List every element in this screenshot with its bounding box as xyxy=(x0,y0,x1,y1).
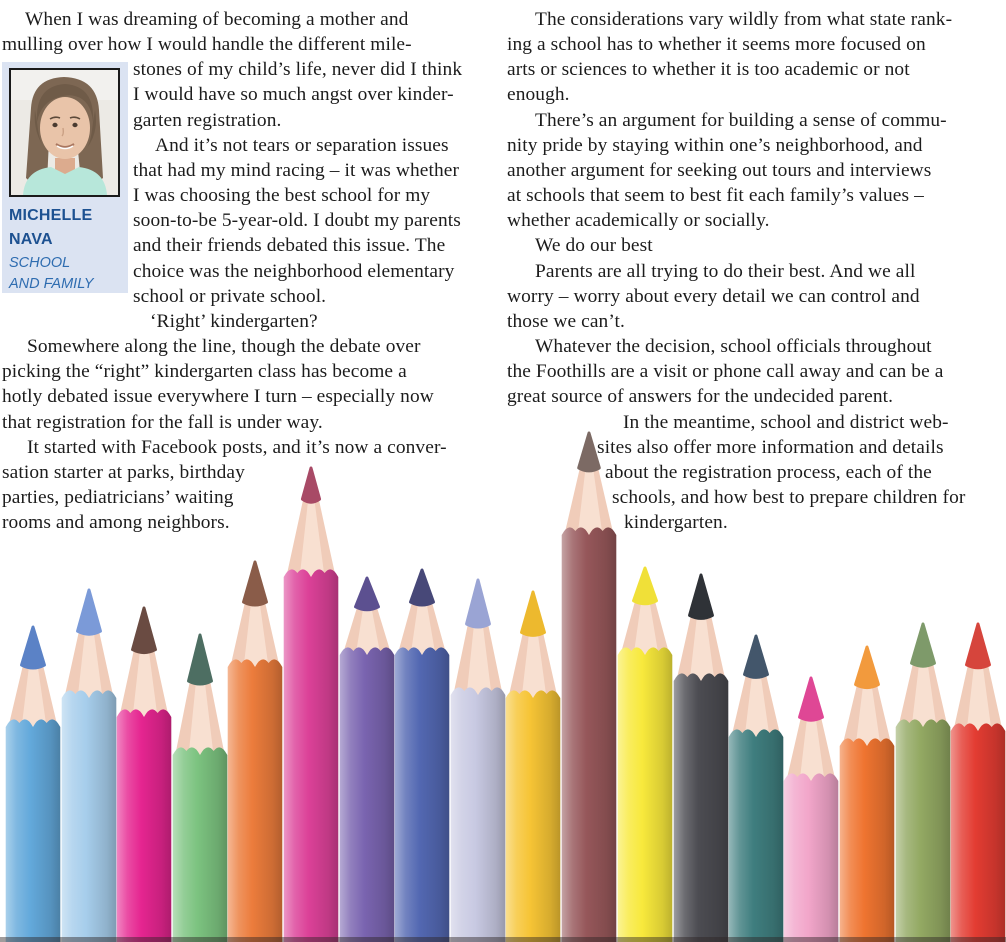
author-byline-box xyxy=(2,62,128,293)
article-text-line: great source of answers for the undecided parent. xyxy=(507,386,894,408)
pencil xyxy=(451,580,506,942)
author-name xyxy=(9,204,128,252)
article-text-line: mulling over how I would handle the different mile- xyxy=(2,34,412,56)
article-text-line: nity pride by staying within one’s neighborhood, and xyxy=(507,134,923,156)
pencil xyxy=(674,575,729,942)
pencil xyxy=(117,608,172,942)
pencil xyxy=(896,624,951,942)
article-text-line: at schools that seem to best fit each family’s values – xyxy=(507,185,924,207)
article-text-line: I was choosing the best school for my xyxy=(133,185,431,207)
article-text-line: schools, and how best to prepare children for xyxy=(612,486,966,508)
article-text-line: When I was dreaming of becoming a mother and xyxy=(25,9,409,30)
pencil xyxy=(62,590,117,942)
author-role-line1: SCHOOL xyxy=(9,255,71,271)
article-text-line: picking the “right” kindergarten class has become a xyxy=(2,361,407,383)
article-text-line: that had my mind racing – it was whether xyxy=(133,159,460,181)
pencil xyxy=(228,562,283,942)
pencil xyxy=(395,570,450,942)
article-text-line: There’s an argument for building a sense of commu- xyxy=(535,109,947,131)
article-text-line: Parents are all trying to do their best. And we all xyxy=(535,260,916,282)
article-text-line: Whatever the decision, school officials throughout xyxy=(535,336,932,358)
author-photo xyxy=(9,68,120,197)
article-text-line: ‘Right’ kindergarten? xyxy=(150,310,318,332)
pencil xyxy=(506,592,561,942)
pencil xyxy=(729,636,784,942)
pencil xyxy=(951,624,1006,942)
article-text-line: arts or sciences to whether it is too academic or not xyxy=(507,59,910,81)
pencil xyxy=(618,568,673,942)
article-text-line: parties, pediatricians’ waiting xyxy=(2,486,234,508)
pencil xyxy=(284,468,339,942)
pencil xyxy=(840,647,895,942)
article-text-line: kindergarten. xyxy=(624,512,728,534)
author-portrait-illustration xyxy=(11,70,118,195)
article-text-line: garten registration. xyxy=(133,109,282,131)
article-text-line: sation starter at parks, birthday xyxy=(2,461,245,483)
article-text-line: ing a school has to whether it seems more focused on xyxy=(507,34,926,56)
author-name-line1: MICHELLE xyxy=(9,207,93,224)
article-text-line: Somewhere along the line, though the debate over xyxy=(27,336,421,358)
article-text-line: about the registration process, each of the xyxy=(605,461,932,483)
article-text-line: hotly debated issue everywhere I turn – especially now xyxy=(2,386,434,408)
photo-bottom-shadow xyxy=(0,937,1006,942)
article-text-line: It started with Facebook posts, and it’s now a conver- xyxy=(27,436,447,458)
article-text-line: choice was the neighborhood elementary xyxy=(133,260,455,282)
article-text-line: enough. xyxy=(507,84,570,106)
article-text-line: another argument for seeking out tours and interviews xyxy=(507,159,932,181)
article-text-line: stones of my child’s life, never did I think xyxy=(133,59,463,81)
article-text-line: And it’s not tears or separation issues xyxy=(155,134,449,156)
article-text-line: In the meantime, school and district web- xyxy=(623,411,949,433)
article-text-line: sites also offer more information and details xyxy=(597,436,944,458)
article-text-line: the Foothills are a visit or phone call away and can be a xyxy=(507,361,944,383)
article-text-line: and their friends debated this issue. The xyxy=(133,235,446,257)
pencil xyxy=(784,678,839,942)
article-text-line: We do our best xyxy=(535,235,653,257)
author-name-line2: NAVA xyxy=(9,231,53,248)
article-text-line: whether academically or socially. xyxy=(507,210,770,232)
pencil xyxy=(340,578,395,942)
colored-pencils-photo xyxy=(0,430,1006,942)
article-text-line: that registration for the fall is under way. xyxy=(2,411,323,433)
article-text-line: soon-to-be 5-year-old. I doubt my parents xyxy=(133,210,461,232)
article-text-line: worry – worry about every detail we can control and xyxy=(507,285,920,307)
author-role-line2: AND FAMILY xyxy=(9,276,94,292)
article-text-line: school or private school. xyxy=(133,285,327,307)
pencil xyxy=(173,635,228,942)
article-text-line: rooms and among neighbors. xyxy=(2,512,230,534)
article-text-line: I would have so much angst over kinder- xyxy=(133,84,454,106)
article-text-line: The considerations vary wildly from what state rank- xyxy=(535,9,953,30)
article-text-line: those we can’t. xyxy=(507,310,625,332)
author-role xyxy=(9,253,128,295)
pencil xyxy=(6,627,61,942)
pencil xyxy=(562,433,617,942)
